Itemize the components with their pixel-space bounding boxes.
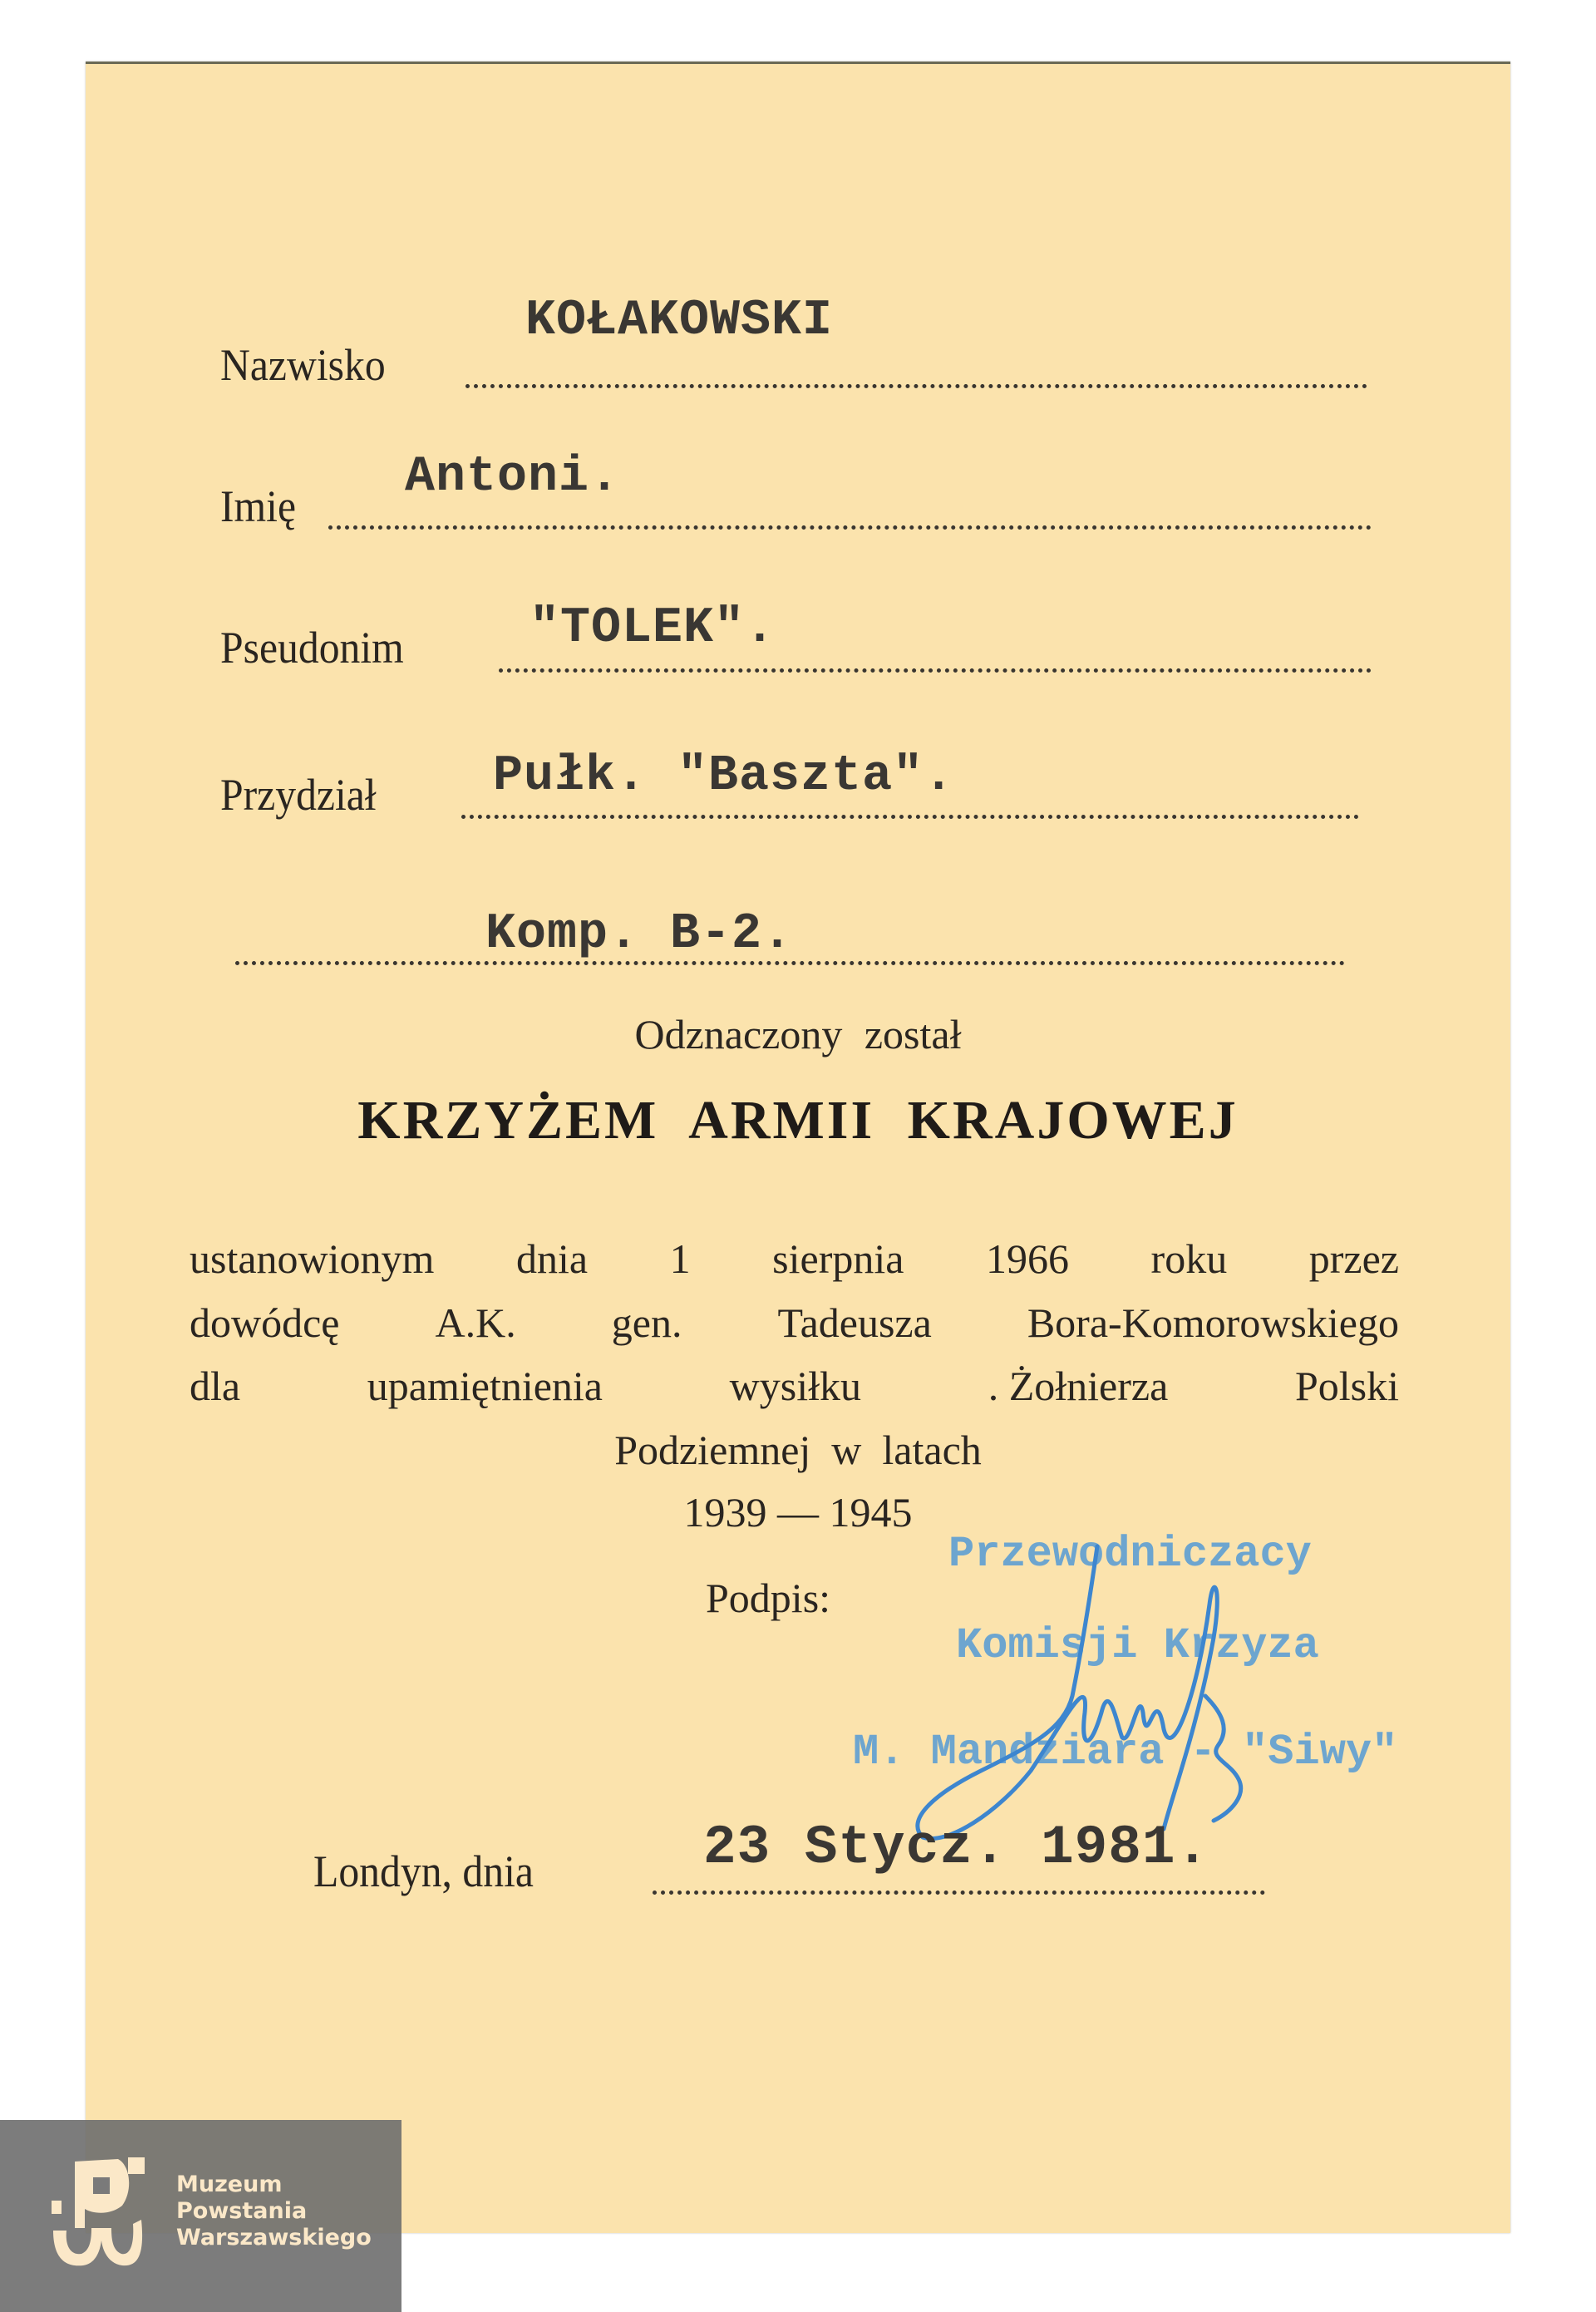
signature-label: Podpis: (706, 1575, 831, 1621)
word: Tadeusza (777, 1299, 932, 1346)
description-line-4: Podziemnej w latach (614, 1427, 982, 1473)
stamp-line-3: M. Mandziara - "Siwy" (853, 1728, 1398, 1777)
museum-name (176, 2172, 372, 2251)
description-line-3 (190, 1362, 1399, 1410)
word: upamiętnienia (367, 1363, 603, 1409)
place-label: Londyn, dnia (313, 1846, 534, 1896)
description-line-1 (190, 1235, 1399, 1283)
word: przez (1308, 1235, 1399, 1282)
word: . Żołnierza (988, 1363, 1169, 1409)
museum-watermark (0, 2120, 401, 2312)
museum-name-line-1: Muzeum (176, 2172, 283, 2197)
date-value: 23 Stycz. 1981. (703, 1817, 1210, 1879)
assignment-value: Pułk. "Baszta". (493, 748, 955, 805)
word: A.K. (435, 1299, 516, 1346)
word: dla (190, 1363, 241, 1409)
first-name-value: Antoni. (405, 449, 621, 505)
surname-value: KOŁAKOWSKI (525, 293, 834, 349)
date-dotted-line (653, 1891, 1265, 1895)
first-name-label: Imię (220, 481, 297, 531)
word: gen. (611, 1299, 682, 1346)
surname-label: Nazwisko (220, 340, 386, 390)
assignment-dotted-line (461, 815, 1359, 819)
assignment-value-2: Komp. B-2. (485, 906, 794, 963)
award-intro: Odznaczony został (634, 1011, 962, 1057)
pseudonym-label: Pseudonim (220, 623, 404, 673)
years: 1939 — 1945 (683, 1489, 913, 1536)
award-title: KRZYŻEM ARMII KRAJOWEJ (357, 1090, 1239, 1151)
word: sierpnia (772, 1235, 904, 1282)
word: dnia (515, 1235, 589, 1282)
stamp-line-2: Komisji Krzyza (956, 1621, 1319, 1670)
word: Polski (1294, 1363, 1399, 1409)
word: wysiłku (729, 1363, 862, 1409)
assignment-label: Przydział (220, 770, 377, 820)
description-line-2 (190, 1299, 1399, 1347)
pseudonym-value: "TOLEK". (530, 600, 776, 657)
word: Bora-Komorowskiego (1027, 1299, 1399, 1346)
museum-name-line-3: Warszawskiego (176, 2225, 372, 2250)
first-name-dotted-line (328, 525, 1372, 530)
surname-dotted-line (466, 384, 1367, 388)
museum-name-line-2: Powstania (176, 2198, 308, 2224)
pseudonym-dotted-line (499, 668, 1372, 673)
anchor-kotwica-logo-icon (52, 2157, 160, 2270)
word: ustanowionym (190, 1235, 435, 1282)
word: 1966 (986, 1235, 1069, 1282)
word: 1 (669, 1235, 691, 1282)
word: dowódcę (190, 1299, 340, 1346)
handwritten-signature-icon (881, 1538, 1347, 1846)
stamp-line-1: Przewodniczacy (948, 1530, 1312, 1579)
word: roku (1150, 1235, 1228, 1282)
